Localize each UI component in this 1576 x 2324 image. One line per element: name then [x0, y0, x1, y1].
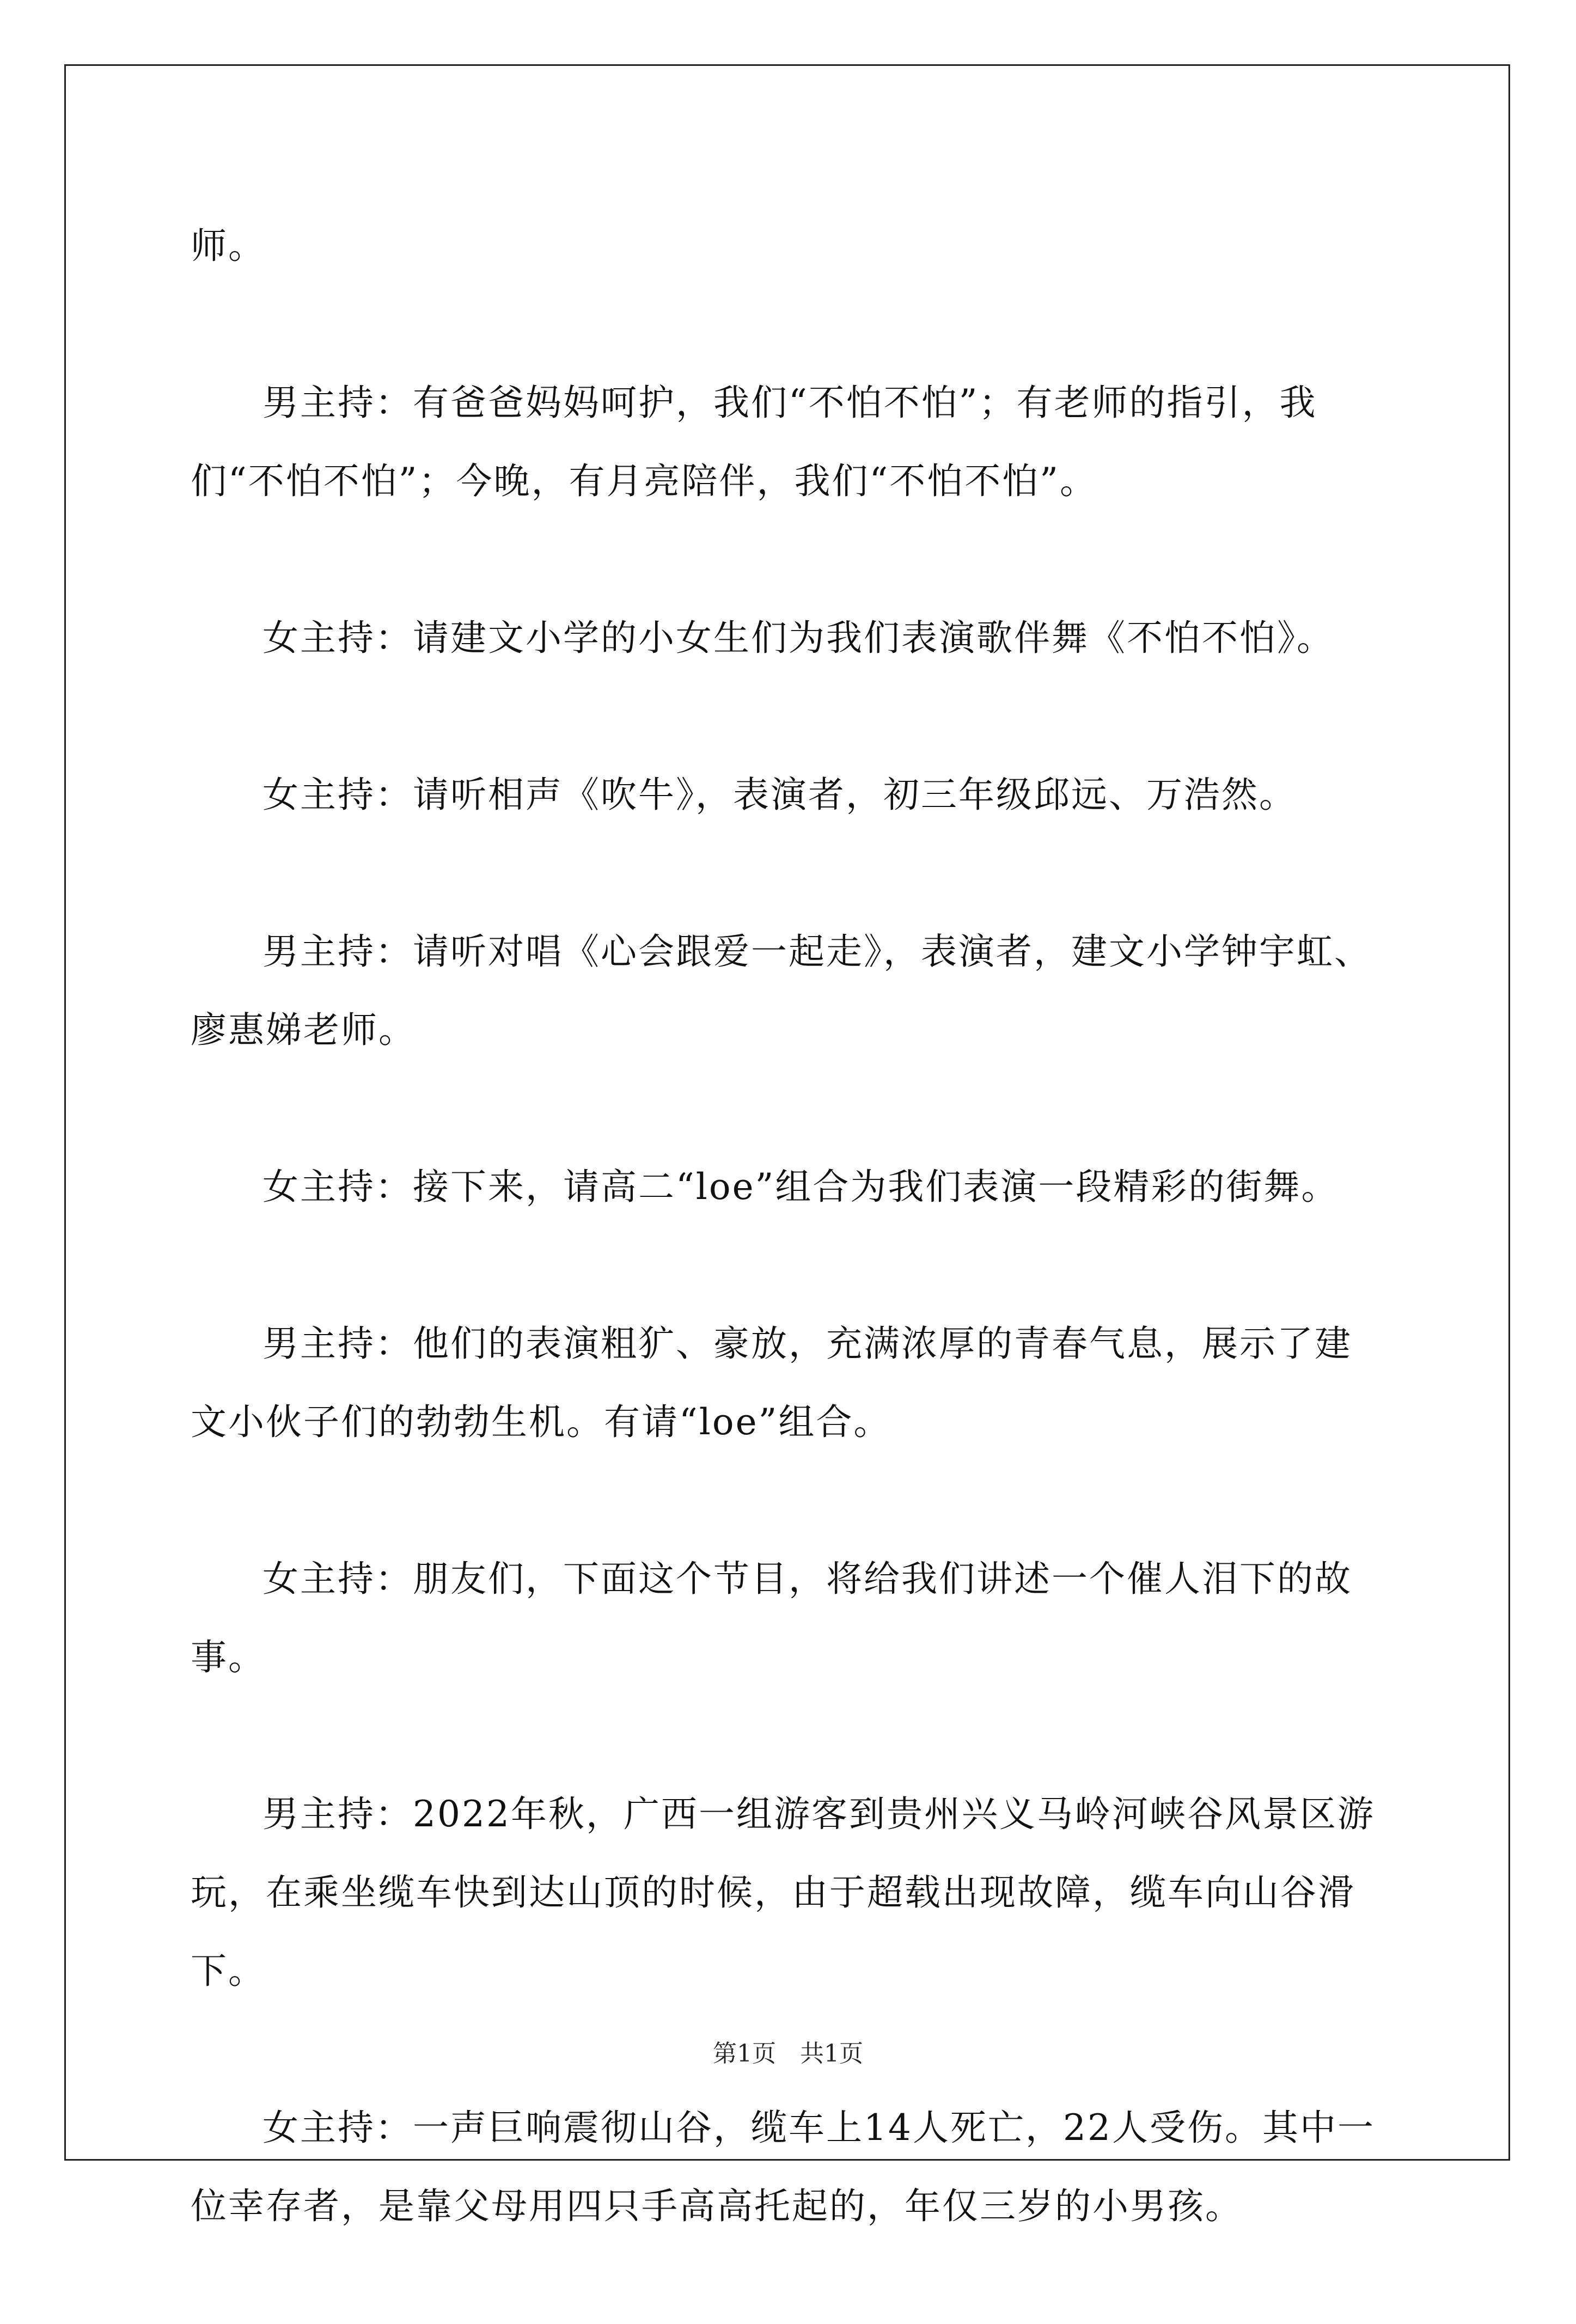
paragraph: 女主持：一声巨响震彻山谷，缆车上14人死亡，22人受伤。其中一位幸存者，是靠父母用四只手高高托起的，年仅三岁的小男孩。 [191, 2107, 1375, 2227]
paragraph: 男主持：他们的表演粗犷、豪放，充满浓厚的青春气息，展示了建文小伙子们的勃勃生机。有请“loe”组合。 [191, 1323, 1352, 1443]
paragraph: 女主持：请听相声《吹牛》，表演者，初三年级邱远、万浩然。 [262, 774, 1297, 816]
document-body [191, 207, 1383, 2324]
page-number-footer: 第1页 共1页 [713, 2040, 863, 2068]
paragraph: 男主持：有爸爸妈妈呵护，我们“不怕不怕”；有老师的指引，我们“不怕不怕”；今晚，有月亮陪伴，我们“不怕不怕”。 [191, 382, 1317, 502]
paragraph: 女主持：请建文小学的小女生们为我们表演歌伴舞《不怕不怕》。 [262, 617, 1334, 659]
paragraph: 女主持：接下来，请高二“loe”组合为我们表演一段精彩的街舞。 [262, 1166, 1339, 1208]
paragraph: 男主持：请听对唱《心会跟爱一起走》，表演者，建文小学钟宇虹、廖惠娣老师。 [191, 931, 1372, 1051]
paragraph: 女主持：朋友们，下面这个节目，将给我们讲述一个催人泪下的故事。 [191, 1558, 1352, 1678]
paragraph: 男主持：2022年秋，广西一组游客到贵州兴义马岭河峡谷风景区游玩，在乘坐缆车快到达山顶的时候，由于超载出现故障，缆车向山谷滑下。 [191, 1793, 1375, 1992]
paragraph: 师。 [191, 225, 266, 267]
